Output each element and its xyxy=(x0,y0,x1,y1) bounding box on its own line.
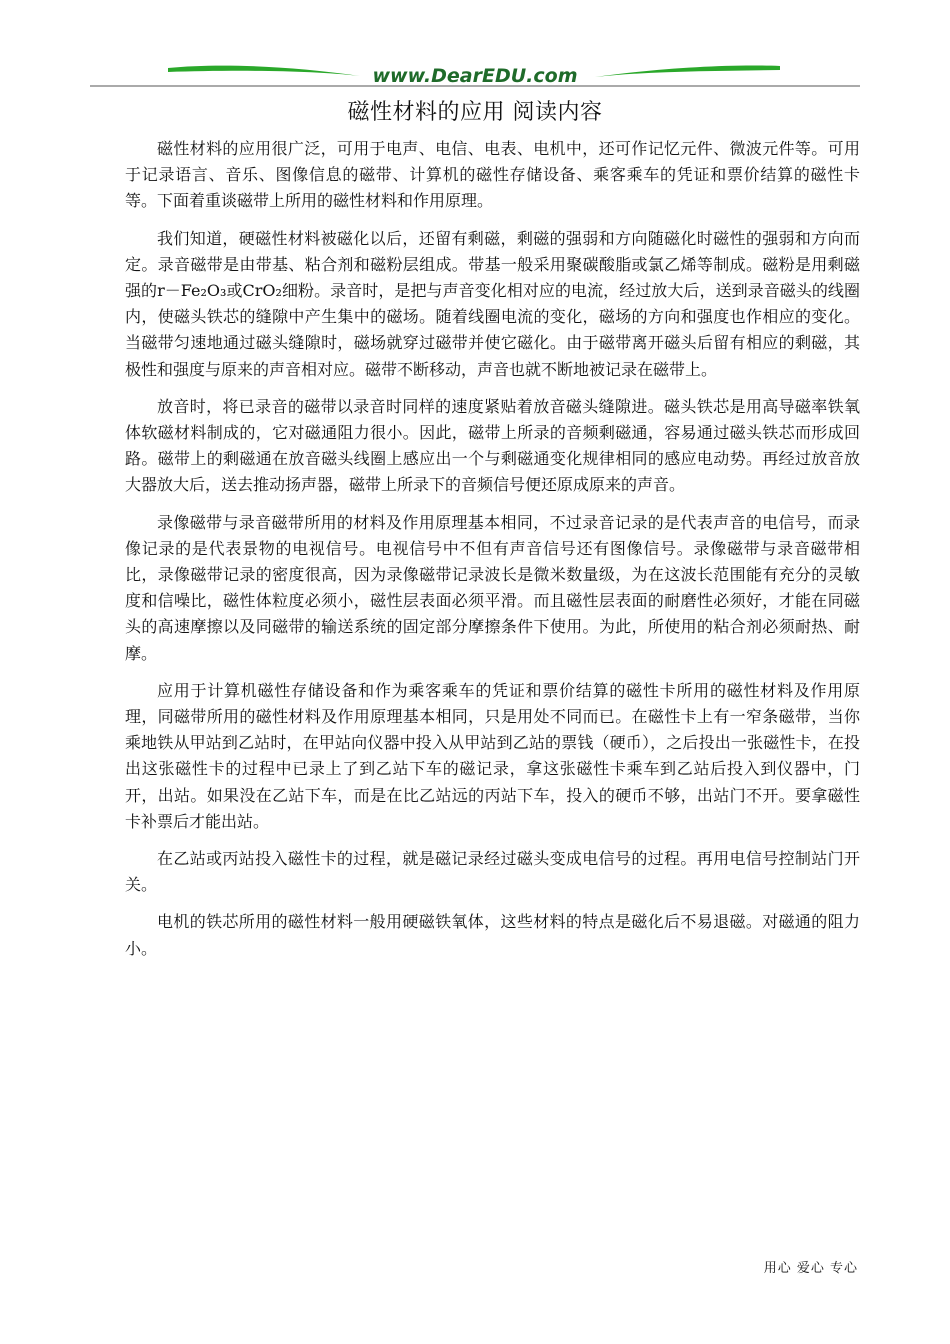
article-body xyxy=(125,136,860,973)
footer-motto: 用心 爱心 专心 xyxy=(763,1261,858,1276)
logo-swoosh-right-icon xyxy=(595,65,780,77)
paragraph-card-reading: 在乙站或丙站投入磁性卡的过程，就是磁记录经过磁头变成电信号的过程。再用电信号控制站门开关。 xyxy=(125,849,860,895)
site-logo-text: www.DearEDU.com xyxy=(372,65,578,87)
paragraph-applications: 磁性材料的应用很广泛，可用于电声、电信、电表、电机中，还可作记忆元件、微波元件等。可用于记录语言、音乐、图像信息的磁带、计算机的磁性存储设备、乘客乘车的凭证和票价结算的磁性卡等。下面着重谈磁带上所用的磁性材料和作用原理。 xyxy=(125,139,860,211)
paragraph-motor-core: 电机的铁芯所用的磁性材料一般用硬磁铁氧体，这些材料的特点是磁化后不易退磁。对磁通的阻力小。 xyxy=(125,912,860,958)
paragraph-playback: 放音时，将已录音的磁带以录音时同样的速度紧贴着放音磁头缝隙进。磁头铁芯是用高导磁率铁氧体软磁材料制成的，它对磁通阻力很小。因此，磁带上所录的音频剩磁通，容易通过磁头铁芯而形成回路。磁带上的剩磁通在放音磁头线圈上感应出一个与剩磁通变化规律相同的感应电动势。再经过放音放大器放大后，送去推动扬声器，磁带上所录下的音频信号便还原成原来的声音。 xyxy=(125,396,860,495)
paragraph-video-tape: 录像磁带与录音磁带所用的材料及作用原理基本相同，不过录音记录的是代表声音的电信号，而录像记录的是代表景物的电视信号。电视信号中不但有声音信号还有图像信号。录像磁带与录音磁带相比，录像磁带记录的密度很高，因为录像磁带记录波长是微米数量级，为在这波长范围能有充分的灵敏度和信噪比，磁性体粒度必须小，磁性层表面必须平滑。而且磁性层表面的耐磨性必须好，才能在同磁头的高速摩擦以及同磁带的输送系统的固定部分摩擦条件下使用。为此，所使用的粘合剂必须耐热、耐摩。 xyxy=(125,512,860,663)
paragraph-recording: 我们知道，硬磁性材料被磁化以后，还留有剩磁，剩磁的强弱和方向随磁化时磁性的强弱和方向而定。录音磁带是由带基、粘合剂和磁粉层组成。带基一般采用聚碳酸脂或氯乙烯等制成。磁粉是用剩磁强的r－Fe₂O₃或CrO₂细粉。录音时，是把与声音变化相对应的电流，经过放大后，送到录音磁头的线圈内，使磁头铁芯的缝隙中产生集中的磁场。随着线圈电流的变化，磁场的方向和强度也作相应的变化。当磁带匀速地通过磁头缝隙时，磁场就穿过磁带并使它磁化。由于磁带离开磁头后留有相应的剩磁，其极性和强度与原来的声音相对应。磁带不断移动，声音也就不断地被记录在磁带上。 xyxy=(125,228,860,379)
paragraph-magnetic-card: 应用于计算机磁性存储设备和作为乘客乘车的凭证和票价结算的磁性卡所用的磁性材料及作用原理，同磁带所用的磁性材料及作用原理基本相同，只是用处不同而已。在磁性卡上有一窄条磁带，当你乘地铁从甲站到乙站时，在甲站向仪器中投入从甲站到乙站的票钱（硬币），之后投出一张磁性卡，在投出这张磁性卡的过程中已录上了到乙站下车的磁记录，拿这张磁性卡乘车到乙站后投入到仪器中，门开，出站。如果没在乙站下车，而是在比乙站远的丙站下车，投入的硬币不够，出站门不开。要拿磁性卡补票后才能出站。 xyxy=(125,680,860,831)
document-title: 磁性材料的应用 阅读内容 xyxy=(347,100,603,125)
site-logo-banner xyxy=(90,58,860,98)
logo-swoosh-left-icon xyxy=(168,66,360,76)
